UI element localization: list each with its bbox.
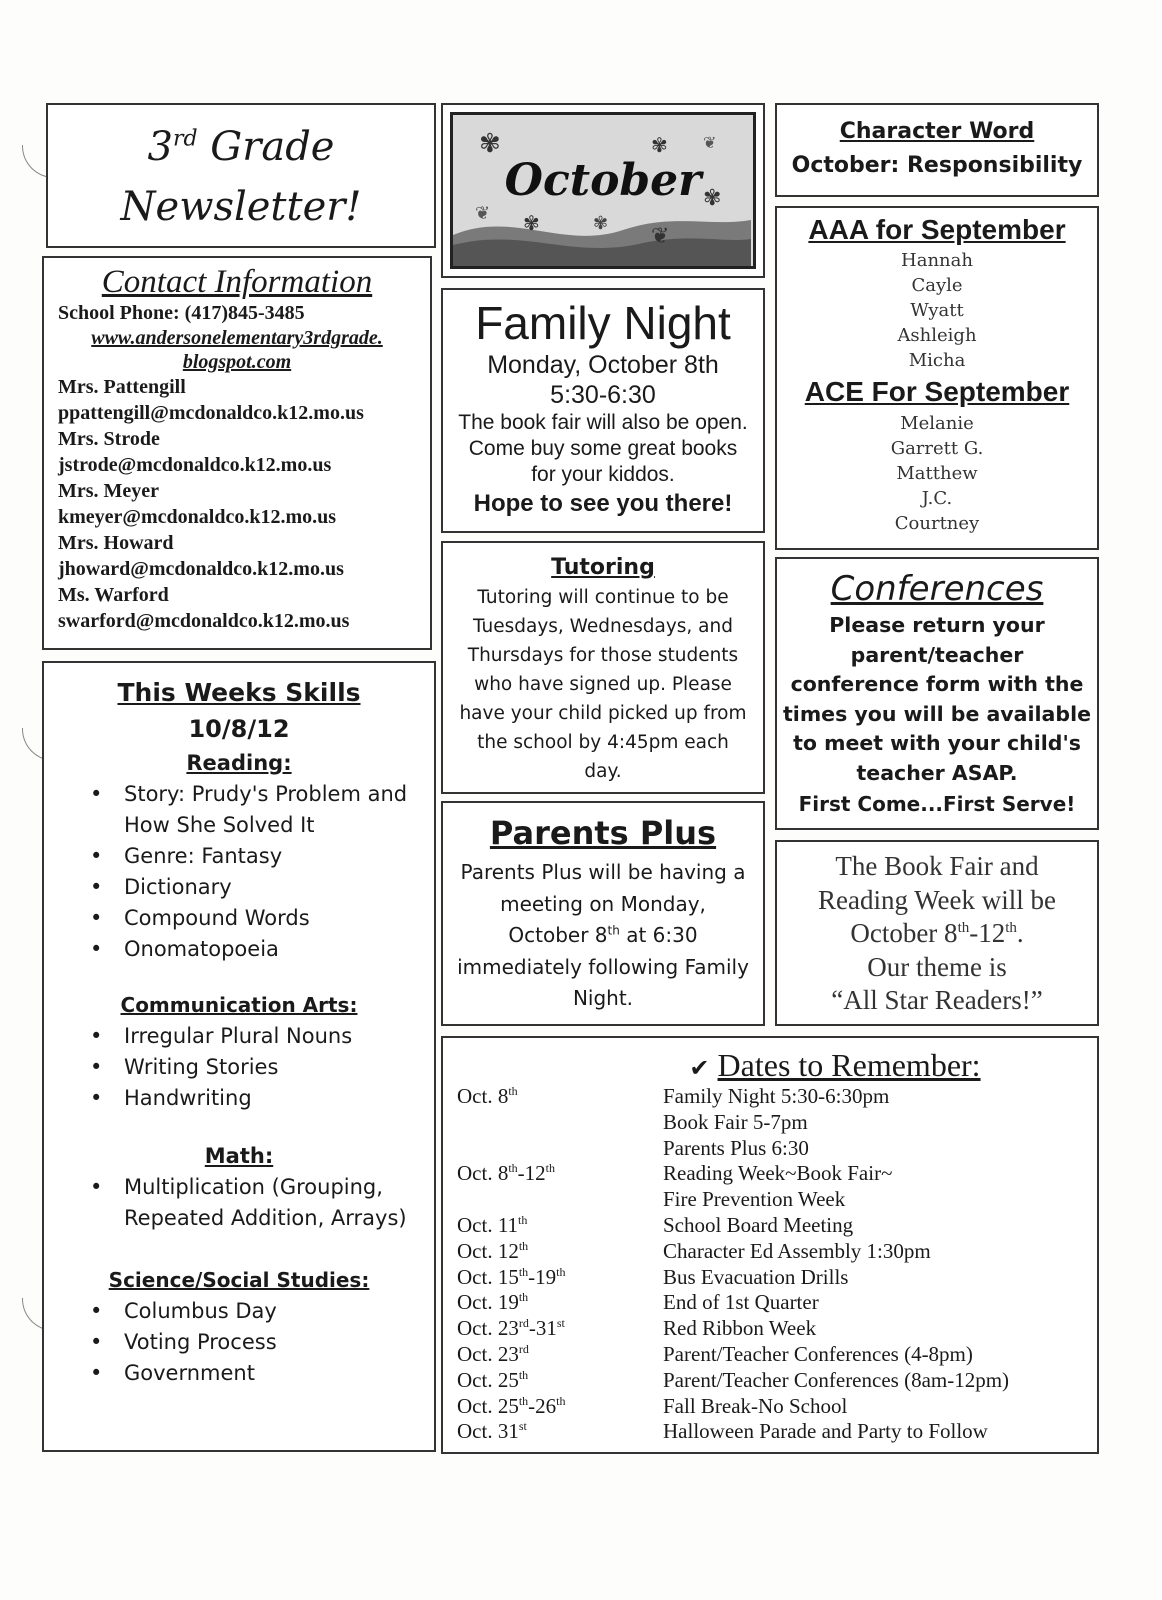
leaf-icon: ✾ [479,129,501,158]
parents-plus-heading: Parents Plus [489,814,717,852]
teacher-email[interactable]: swarford@mcdonaldco.k12.mo.us [58,610,350,632]
newsletter-title-box [46,103,436,248]
contact-info-box [42,256,432,650]
date-suffix: th [508,1161,518,1176]
student-name: Ashleigh [897,325,977,346]
date-row [443,1239,1097,1265]
date-suffix: th [518,1290,529,1305]
date-row [443,1368,1097,1394]
student-name: J.C. [921,488,953,509]
leaf-icon: ✾ [703,185,722,210]
teacher-email[interactable]: jstrode@mcdonaldco.k12.mo.us [58,454,332,476]
teacher-name: Mrs. Pattengill [58,376,186,398]
date-suffix: rd [518,1316,529,1331]
leaf-icon: ❦ [651,223,670,248]
date-row [443,1290,1097,1316]
date-label [443,1136,663,1162]
date-row [443,1187,1097,1213]
science-list [44,1296,434,1389]
leaf-icon: ✾ [593,213,609,233]
event-label: School Board Meeting [663,1212,854,1237]
aaa-list [781,248,1093,373]
skill-item: • Genre: Fantasy [44,841,434,872]
october-banner [450,112,756,269]
event-label: Fire Prevention Week [663,1187,846,1212]
leaf-icon: ✾ [651,135,668,157]
school-phone: School Phone: (417)845-3485 [58,302,305,324]
date-label [443,1368,663,1394]
student-name: Melanie [900,413,974,434]
book-fair-dates: October 8th-12th. [850,918,1024,948]
family-night-heading: Family Night [475,297,731,349]
dates-heading: Dates to Remember: [717,1047,981,1083]
dates-list [443,1084,1097,1445]
character-word-line: October: Responsibility [791,153,1083,178]
date-suffix: th [518,1264,529,1279]
date-text: Oct. 23 [457,1341,519,1366]
date-text: Oct. 23 [457,1316,519,1341]
date-text: Oct. 8 [457,1161,509,1186]
teacher-name: Ms. Warford [58,584,169,606]
event-label: Parents Plus 6:30 [663,1135,809,1160]
comm-arts-heading: Communication Arts: [120,993,358,1017]
event-label: Red Ribbon Week [663,1316,817,1341]
student-name: Hannah [901,250,973,271]
family-night-time: 5:30-6:30 [550,381,656,409]
date-text: -12 [517,1161,546,1186]
book-fair-box [775,840,1099,1026]
date-row [443,1213,1097,1239]
dates-box [441,1036,1099,1454]
date-suffix: th [545,1161,556,1176]
family-night-box [441,288,765,533]
date-label [443,1419,663,1445]
website-link[interactable]: www.andersonelementary3rdgrade. blogspot.com [91,327,383,373]
date-row [443,1394,1097,1420]
teacher-name: Mrs. Strode [58,428,160,450]
conferences-closing: First Come...First Serve! [798,792,1076,816]
date-label [443,1394,663,1420]
aaa-heading: AAA for September [808,214,1066,245]
date-text: Oct. 15 [457,1264,519,1289]
date-row [443,1136,1097,1162]
date-text: Oct. 11 [457,1212,519,1237]
event-label: Fall Break-No School [663,1393,848,1418]
student-name: Micha [908,350,966,371]
student-name: Courtney [894,513,980,534]
ace-list [781,411,1093,536]
date-suffix: th [518,1367,529,1382]
science-heading: Science/Social Studies: [108,1268,370,1292]
family-night-date: Monday, October 8th [487,351,719,379]
leaf-icon: ❦ [703,135,717,152]
book-fair-line: Our theme is [867,951,1007,982]
date-suffix: th [518,1393,529,1408]
event-label: Parent/Teacher Conferences (8am-12pm) [663,1367,1010,1392]
date-suffix: th [556,1264,566,1279]
family-night-closing: Hope to see you there! [473,490,733,517]
date-label [443,1213,663,1239]
event-label: Character Ed Assembly 1:30pm [663,1238,931,1263]
skill-item: • Writing Stories [44,1052,434,1083]
student-name: Garrett G. [890,438,984,459]
teacher-email[interactable]: ppattengill@mcdonaldco.k12.mo.us [58,402,364,424]
skill-item: • Story: Prudy's Problem and How She Solved It [44,779,434,841]
date-text: Oct. 12 [457,1238,519,1263]
ace-heading: ACE For September [804,376,1070,407]
date-text: Oct. 25 [457,1393,519,1418]
event-label: Book Fair 5-7pm [663,1109,808,1134]
date-label [443,1265,663,1291]
family-night-body: The book fair will also be open. Come buy some great books for your kiddos. [458,411,748,486]
date-text: Oct. 8 [457,1084,509,1108]
date-row [443,1110,1097,1136]
parents-plus-body: Parents Plus will be having a meeting on Monday, October 8th at 6:30 immediately following Family Night. [457,860,749,1010]
october-banner-box [441,103,765,278]
date-suffix: st [556,1316,565,1331]
comm-arts-list [44,1021,434,1114]
tutoring-heading: Tutoring [551,555,655,580]
skill-item: • Dictionary [44,872,434,903]
teacher-name: Mrs. Meyer [58,480,160,502]
event-label: Parent/Teacher Conferences (4-8pm) [663,1341,973,1366]
date-suffix: th [518,1212,528,1227]
skill-item: • Irregular Plural Nouns [44,1021,434,1052]
student-name: Wyatt [910,300,964,321]
checkmark-icon: ✔ [689,1056,710,1082]
tutoring-body: Tutoring will continue to be Tuesdays, Wednesdays, and Thursdays for those students who have signed up. Please have your child picked up from the school by 4:45pm each day. [459,587,747,782]
date-row [443,1161,1097,1187]
date-suffix: rd [518,1341,529,1356]
teacher-email[interactable]: kmeyer@mcdonaldco.k12.mo.us [58,506,337,528]
skill-item: • Compound Words [44,903,434,934]
date-suffix: th [508,1084,518,1098]
skill-item: • Government [44,1358,434,1389]
date-label [443,1110,663,1136]
date-text: Oct. 25 [457,1367,519,1392]
date-label [443,1187,663,1213]
date-suffix: st [518,1419,527,1434]
conferences-heading: Conferences [830,569,1044,609]
event-label: Bus Evacuation Drills [663,1264,849,1289]
event-label: Family Night 5:30-6:30pm [663,1084,890,1108]
date-label [443,1342,663,1368]
conferences-box [775,557,1099,830]
date-row [443,1342,1097,1368]
weekly-skills-box [42,661,436,1452]
student-name: Matthew [896,463,978,484]
reading-list [44,779,434,965]
date-text: Oct. 31 [457,1419,519,1444]
date-label [443,1239,663,1265]
date-row [443,1316,1097,1342]
book-fair-theme: “All Star Readers!” [831,985,1043,1015]
date-row [443,1265,1097,1291]
skill-item: • Multiplication (Grouping, Repeated Addition, Arrays) [44,1172,434,1234]
conferences-body: Please return your parent/teacher conference form with the times you will be available to meet with your child's teacher ASAP. [783,613,1092,785]
teacher-name: Mrs. Howard [58,532,174,554]
date-text: -19 [528,1264,557,1289]
event-label: Halloween Parade and Party to Follow [663,1419,988,1444]
character-word-box [775,103,1099,197]
skill-item: • Columbus Day [44,1296,434,1327]
tutoring-box [441,541,765,794]
date-text: -26 [528,1393,557,1418]
skill-item: • Voting Process [44,1327,434,1358]
skills-date: 10/8/12 [188,715,290,743]
character-word-heading: Character Word [839,119,1035,144]
skills-heading: This Weeks Skills [117,678,361,707]
date-suffix: th [556,1393,566,1408]
date-label [443,1290,663,1316]
newsletter-title: 3rd Grade Newsletter! [120,124,362,230]
math-list [44,1172,434,1234]
math-heading: Math: [204,1144,274,1168]
date-text: Oct. 19 [457,1290,519,1315]
date-row [443,1084,1097,1110]
date-label [443,1316,663,1342]
october-title: October [504,155,702,206]
date-label [443,1084,663,1110]
contact-heading: Contact Information [101,264,373,300]
book-fair-line: Reading Week will be [817,884,1057,915]
parents-plus-box [441,801,765,1026]
event-label: Reading Week~Book Fair~ [663,1161,893,1186]
teacher-list [58,374,416,634]
awards-box [775,206,1099,550]
skill-item: • Onomatopoeia [44,934,434,965]
reading-heading: Reading: [186,751,292,775]
event-label: End of 1st Quarter [663,1290,819,1315]
date-label [443,1161,663,1187]
student-name: Cayle [911,275,963,296]
teacher-email[interactable]: jhoward@mcdonaldco.k12.mo.us [58,558,344,580]
date-text: -31 [528,1316,557,1341]
book-fair-line: The Book Fair and [835,851,1039,881]
date-suffix: th [518,1238,529,1253]
date-row [443,1419,1097,1445]
skill-item: • Handwriting [44,1083,434,1114]
leaf-icon: ✾ [523,213,540,235]
leaf-icon: ❦ [475,203,491,223]
